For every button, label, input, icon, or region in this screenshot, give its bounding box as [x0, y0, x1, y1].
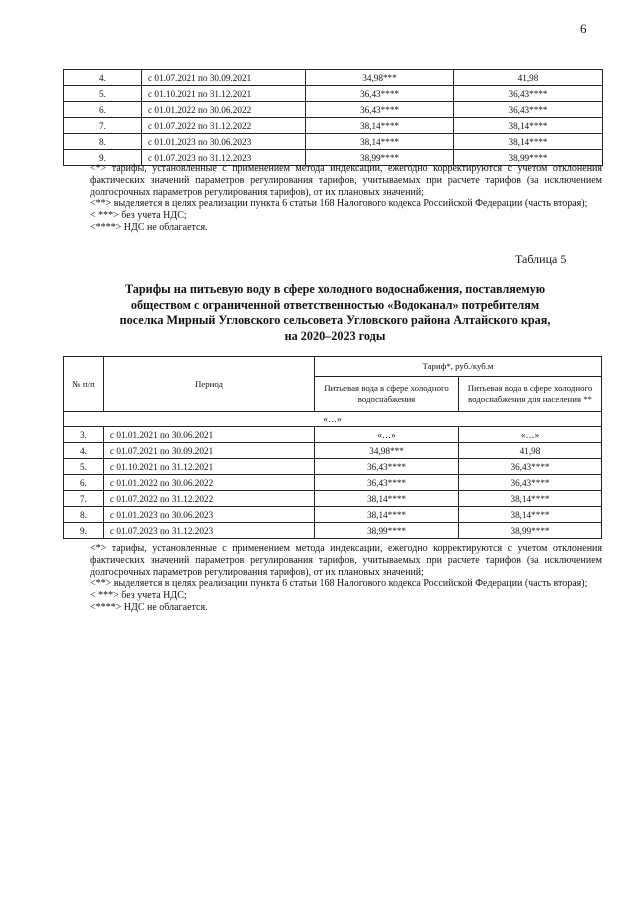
row-value-population: 38,14**** [459, 507, 602, 523]
footnote-vat-exempt: <****> НДС не облагается. [90, 221, 208, 233]
table-row [64, 118, 603, 134]
row-value-population: 38,14**** [454, 118, 603, 134]
row-value-population: 38,14**** [459, 491, 602, 507]
table-row [64, 86, 603, 102]
footnote-no-vat: < ***> без учета НДС; [90, 210, 187, 222]
footnote-vat-allocation [90, 198, 602, 210]
footnote-indexation [90, 543, 602, 578]
tariff-table-continuation [63, 69, 603, 166]
row-number: 6. [64, 475, 104, 491]
row-value-cold-water: 38,99**** [315, 523, 459, 539]
table-row [64, 427, 602, 443]
header-cold-water-population: Питьевая вода в сфере холодного водоснабжения для населения ** [459, 377, 602, 412]
row-value-cold-water: 38,14**** [315, 491, 459, 507]
row-value-cold-water: 36,43**** [315, 475, 459, 491]
row-value-population: 38,14**** [454, 134, 603, 150]
row-period: с 01.01.2023 по 30.06.2023 [104, 507, 315, 523]
row-number: 6. [64, 102, 142, 118]
row-period: с 01.01.2021 по 30.06.2021 [104, 427, 315, 443]
row-value-population: 36,43**** [454, 102, 603, 118]
row-value-cold-water: 36,43**** [306, 86, 454, 102]
footnotes-table-5 [90, 543, 602, 614]
footnote-text: <**> выделяется в целях реализации пункта 6 статьи 168 Налогового кодекса Российской Федерации (часть [90, 578, 552, 590]
footnote-text: <**> выделяется в целях реализации пункта 6 статьи 168 Налогового кодекса Российской Федерации (часть [90, 198, 552, 210]
footnote-text: вторая); [553, 578, 588, 590]
row-period: с 01.07.2023 по 31.12.2023 [104, 523, 315, 539]
table-row [64, 134, 603, 150]
table-row [64, 102, 603, 118]
footnote-text: <*> тарифы, установленные с применением метода индексации, ежегодно корректируются с учетом [90, 543, 548, 554]
row-period: с 01.07.2023 по 31.12.2023 [142, 150, 306, 166]
footnote-text: <*> тарифы, установленные с применением метода индексации, ежегодно корректируются с учетом [90, 163, 548, 174]
row-period: с 01.07.2021 по 30.09.2021 [142, 70, 306, 86]
row-value-population: 41,98 [459, 443, 602, 459]
page-number: 6 [580, 21, 587, 36]
row-period: с 01.10.2021 по 31.12.2021 [104, 459, 315, 475]
row-number: 9. [64, 150, 142, 166]
footnote-text: (за исключением долгосрочных параметров регулирования тарифов), от их плановых значений; [90, 174, 603, 198]
row-value-cold-water: 34,98*** [306, 70, 454, 86]
table-row [64, 70, 603, 86]
row-value-cold-water: «…» [315, 427, 459, 443]
row-period: с 01.07.2021 по 30.09.2021 [104, 443, 315, 459]
row-number: 9. [64, 523, 104, 539]
row-number: 4. [64, 70, 142, 86]
heading-line: поселка Мирный Угловского сельсовета Угловского района Алтайского края, [119, 313, 551, 327]
row-value-cold-water: 38,14**** [315, 507, 459, 523]
heading-line: на 2020–2023 годы [284, 328, 386, 343]
row-value-population: 36,43**** [454, 86, 603, 102]
table-label: Таблица 5 [515, 252, 567, 266]
row-value-population: 41,98 [454, 70, 603, 86]
table-row [64, 443, 602, 459]
table-row [64, 459, 602, 475]
footnote-indexation [90, 163, 602, 198]
row-value-population: «…» [459, 427, 602, 443]
footnote-text: отклонения фактических значений параметров регулирования тарифов, учитываемых при расчете тарифов [90, 543, 603, 566]
heading-line: Тарифы на питьевую воду в сфере холодного водоснабжения, поставляемую [124, 282, 546, 296]
footnote-no-vat: < ***> без учета НДС; [90, 590, 187, 602]
heading-line: обществом с ограниченной ответственностью «Водоканал» потребителям [130, 297, 540, 312]
header-cold-water: Питьевая вода в сфере холодного водоснабжения [315, 377, 459, 412]
row-value-cold-water: 34,98*** [315, 443, 459, 459]
row-period: с 01.07.2022 по 31.12.2022 [104, 491, 315, 507]
row-number: 5. [64, 459, 104, 475]
table-row [64, 491, 602, 507]
table-row [64, 523, 602, 539]
footnote-text: вторая); [553, 198, 588, 210]
footnote-text: (за исключением долгосрочных параметров регулирования тарифов), от их плановых значений; [90, 554, 603, 578]
header-number: № п/п [64, 357, 104, 412]
footnote-text: отклонения фактических значений параметров регулирования тарифов, учитываемых при расчете тарифов [90, 163, 603, 186]
row-number: 5. [64, 86, 142, 102]
footnote-vat-allocation [90, 578, 602, 590]
row-value-cold-water: 38,14**** [306, 134, 454, 150]
table-row [64, 475, 602, 491]
row-value-population: 38,99**** [454, 150, 603, 166]
row-value-cold-water: 36,43**** [306, 102, 454, 118]
tariff-table-5 [63, 356, 602, 539]
row-number: 4. [64, 443, 104, 459]
row-number: 7. [64, 118, 142, 134]
row-value-cold-water: 38,14**** [306, 118, 454, 134]
header-tariff: Тариф*, руб./куб.м [315, 357, 602, 377]
ellipsis-row: «…» [64, 412, 602, 427]
footnotes-table-4 [90, 163, 602, 234]
row-value-population: 36,43**** [459, 475, 602, 491]
row-value-cold-water: 36,43**** [315, 459, 459, 475]
row-number: 8. [64, 507, 104, 523]
table-heading [70, 282, 600, 344]
row-number: 8. [64, 134, 142, 150]
row-period: с 01.01.2023 по 30.06.2023 [142, 134, 306, 150]
table-row [64, 412, 602, 427]
header-period: Период [104, 357, 315, 412]
row-period: с 01.10.2021 по 31.12.2021 [142, 86, 306, 102]
row-period: с 01.01.2022 по 30.06.2022 [104, 475, 315, 491]
row-number: 3. [64, 427, 104, 443]
row-value-cold-water: 38,99**** [306, 150, 454, 166]
footnote-vat-exempt: <****> НДС не облагается. [90, 601, 208, 613]
row-value-population: 36,43**** [459, 459, 602, 475]
row-period: с 01.07.2022 по 31.12.2022 [142, 118, 306, 134]
table-row [64, 507, 602, 523]
row-value-population: 38,99**** [459, 523, 602, 539]
row-period: с 01.01.2022 по 30.06.2022 [142, 102, 306, 118]
row-number: 7. [64, 491, 104, 507]
